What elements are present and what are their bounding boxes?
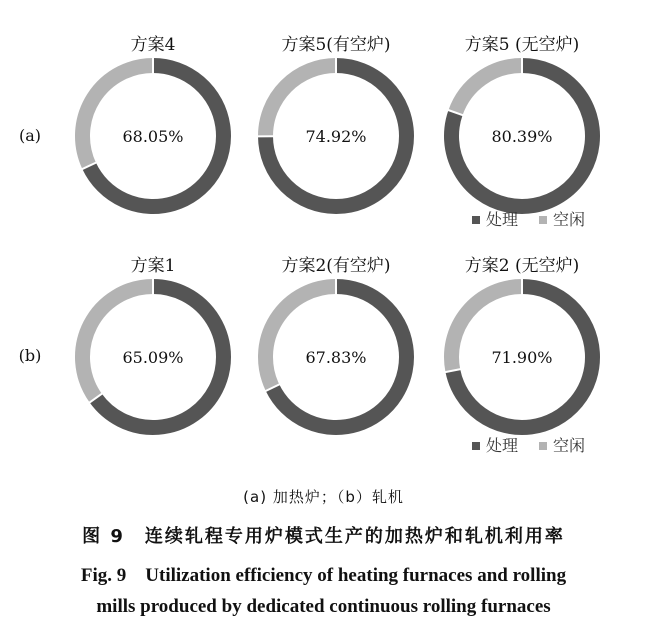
figure-caption-english-line1: Fig. 9 Utilization efficiency of heating furnaces and rolling <box>80 565 567 586</box>
chart-title: 方案5 (无空炉) <box>464 35 580 55</box>
data-label: 80.39% <box>491 127 553 146</box>
legend-swatch-processing <box>472 442 480 450</box>
legend-swatch-idle <box>539 216 547 224</box>
figure-caption-english-line2: mills produced by dedicated continuous rolling furnaces <box>96 596 551 617</box>
legend-label-idle: 空闲 <box>553 210 586 229</box>
figure-caption-chinese: 图 9 连续轧程专用炉模式生产的加热炉和轧机利用率 <box>82 526 565 547</box>
row-label: (a) <box>18 126 42 145</box>
figure-subcaption: (a) 加热炉；（b）轧机 <box>243 488 404 506</box>
chart-title: 方案1 <box>130 256 176 276</box>
data-label: 68.05% <box>122 127 184 146</box>
chart-title: 方案4 <box>130 35 176 55</box>
data-label: 74.92% <box>305 127 367 146</box>
data-label: 71.90% <box>491 348 553 367</box>
slice-idle <box>456 66 522 113</box>
data-label: 65.09% <box>122 348 184 367</box>
slice-idle <box>83 287 153 399</box>
chart-title: 方案2(有空炉) <box>281 256 391 276</box>
slice-idle <box>266 66 336 137</box>
data-label: 67.83% <box>305 348 367 367</box>
chart-title: 方案5(有空炉) <box>281 35 391 55</box>
slice-idle <box>83 66 153 166</box>
legend-swatch-idle <box>539 442 547 450</box>
chart-title: 方案2 (无空炉) <box>464 256 580 276</box>
legend-label-idle: 空闲 <box>553 436 586 455</box>
legend-label-processing: 处理 <box>486 210 519 229</box>
legend-label-processing: 处理 <box>486 436 519 455</box>
legend-swatch-processing <box>472 216 480 224</box>
row-label: (b) <box>18 346 42 365</box>
slice-idle <box>266 287 336 388</box>
